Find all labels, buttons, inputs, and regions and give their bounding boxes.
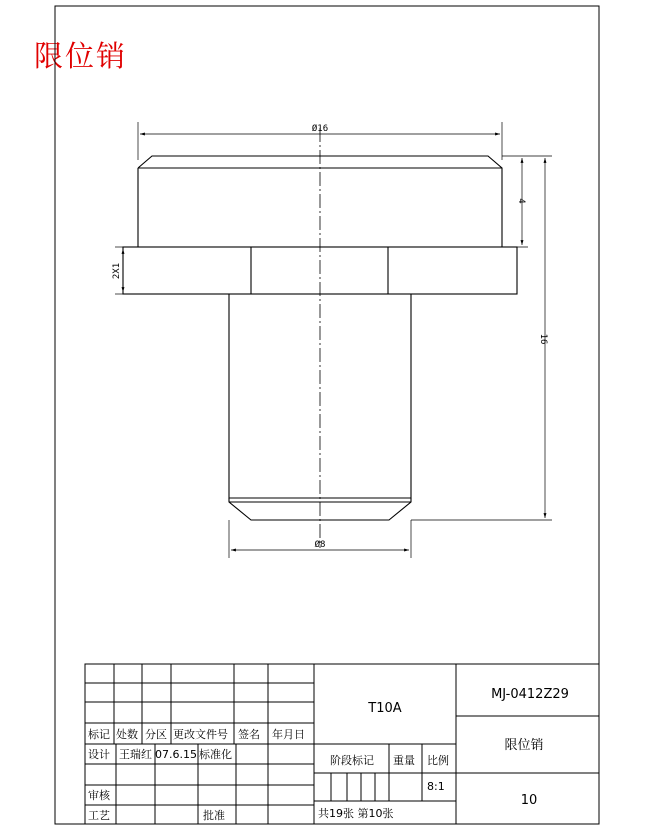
scale-value: 8:1 <box>427 780 445 793</box>
header-signature: 签名 <box>238 728 260 741</box>
dim-head-height-label: 4 <box>516 198 526 204</box>
dim-overall-length <box>411 158 552 520</box>
dim-head-diameter-label: Ø16 <box>311 124 329 134</box>
role-review: 审核 <box>88 789 110 802</box>
header-weight: 重量 <box>393 754 415 767</box>
material-label: T10A <box>368 701 402 716</box>
header-count: 处数 <box>116 728 138 741</box>
header-mark: 标记 <box>88 728 110 741</box>
design-date: 07.6.15 <box>155 748 197 761</box>
role-process: 工艺 <box>88 809 110 822</box>
role-approve: 批准 <box>203 809 225 822</box>
header-zone: 分区 <box>145 728 167 741</box>
dim-chamfer-label: 2X1 <box>112 262 122 280</box>
header-date: 年月日 <box>272 728 305 741</box>
dim-shank-diameter-label: Ø8 <box>314 540 326 550</box>
header-change-doc: 更改文件号 <box>173 728 228 741</box>
header-scale: 比例 <box>427 754 449 767</box>
role-standardize: 标准化 <box>199 748 232 761</box>
dim-head-height <box>502 156 552 247</box>
part-name-cell: 限位销 <box>504 738 544 753</box>
quantity-cell: 10 <box>520 793 538 808</box>
role-design: 设计 <box>88 748 110 761</box>
drawing-number: MJ-0412Z29 <box>491 687 569 702</box>
drawing-title: 限位销 <box>34 39 128 73</box>
designer-name: 王瑞红 <box>119 748 152 761</box>
header-stage-mark: 阶段标记 <box>330 754 374 767</box>
dim-overall-length-label: 16 <box>538 333 548 345</box>
sheet-info: 共19张 第10张 <box>318 807 394 820</box>
